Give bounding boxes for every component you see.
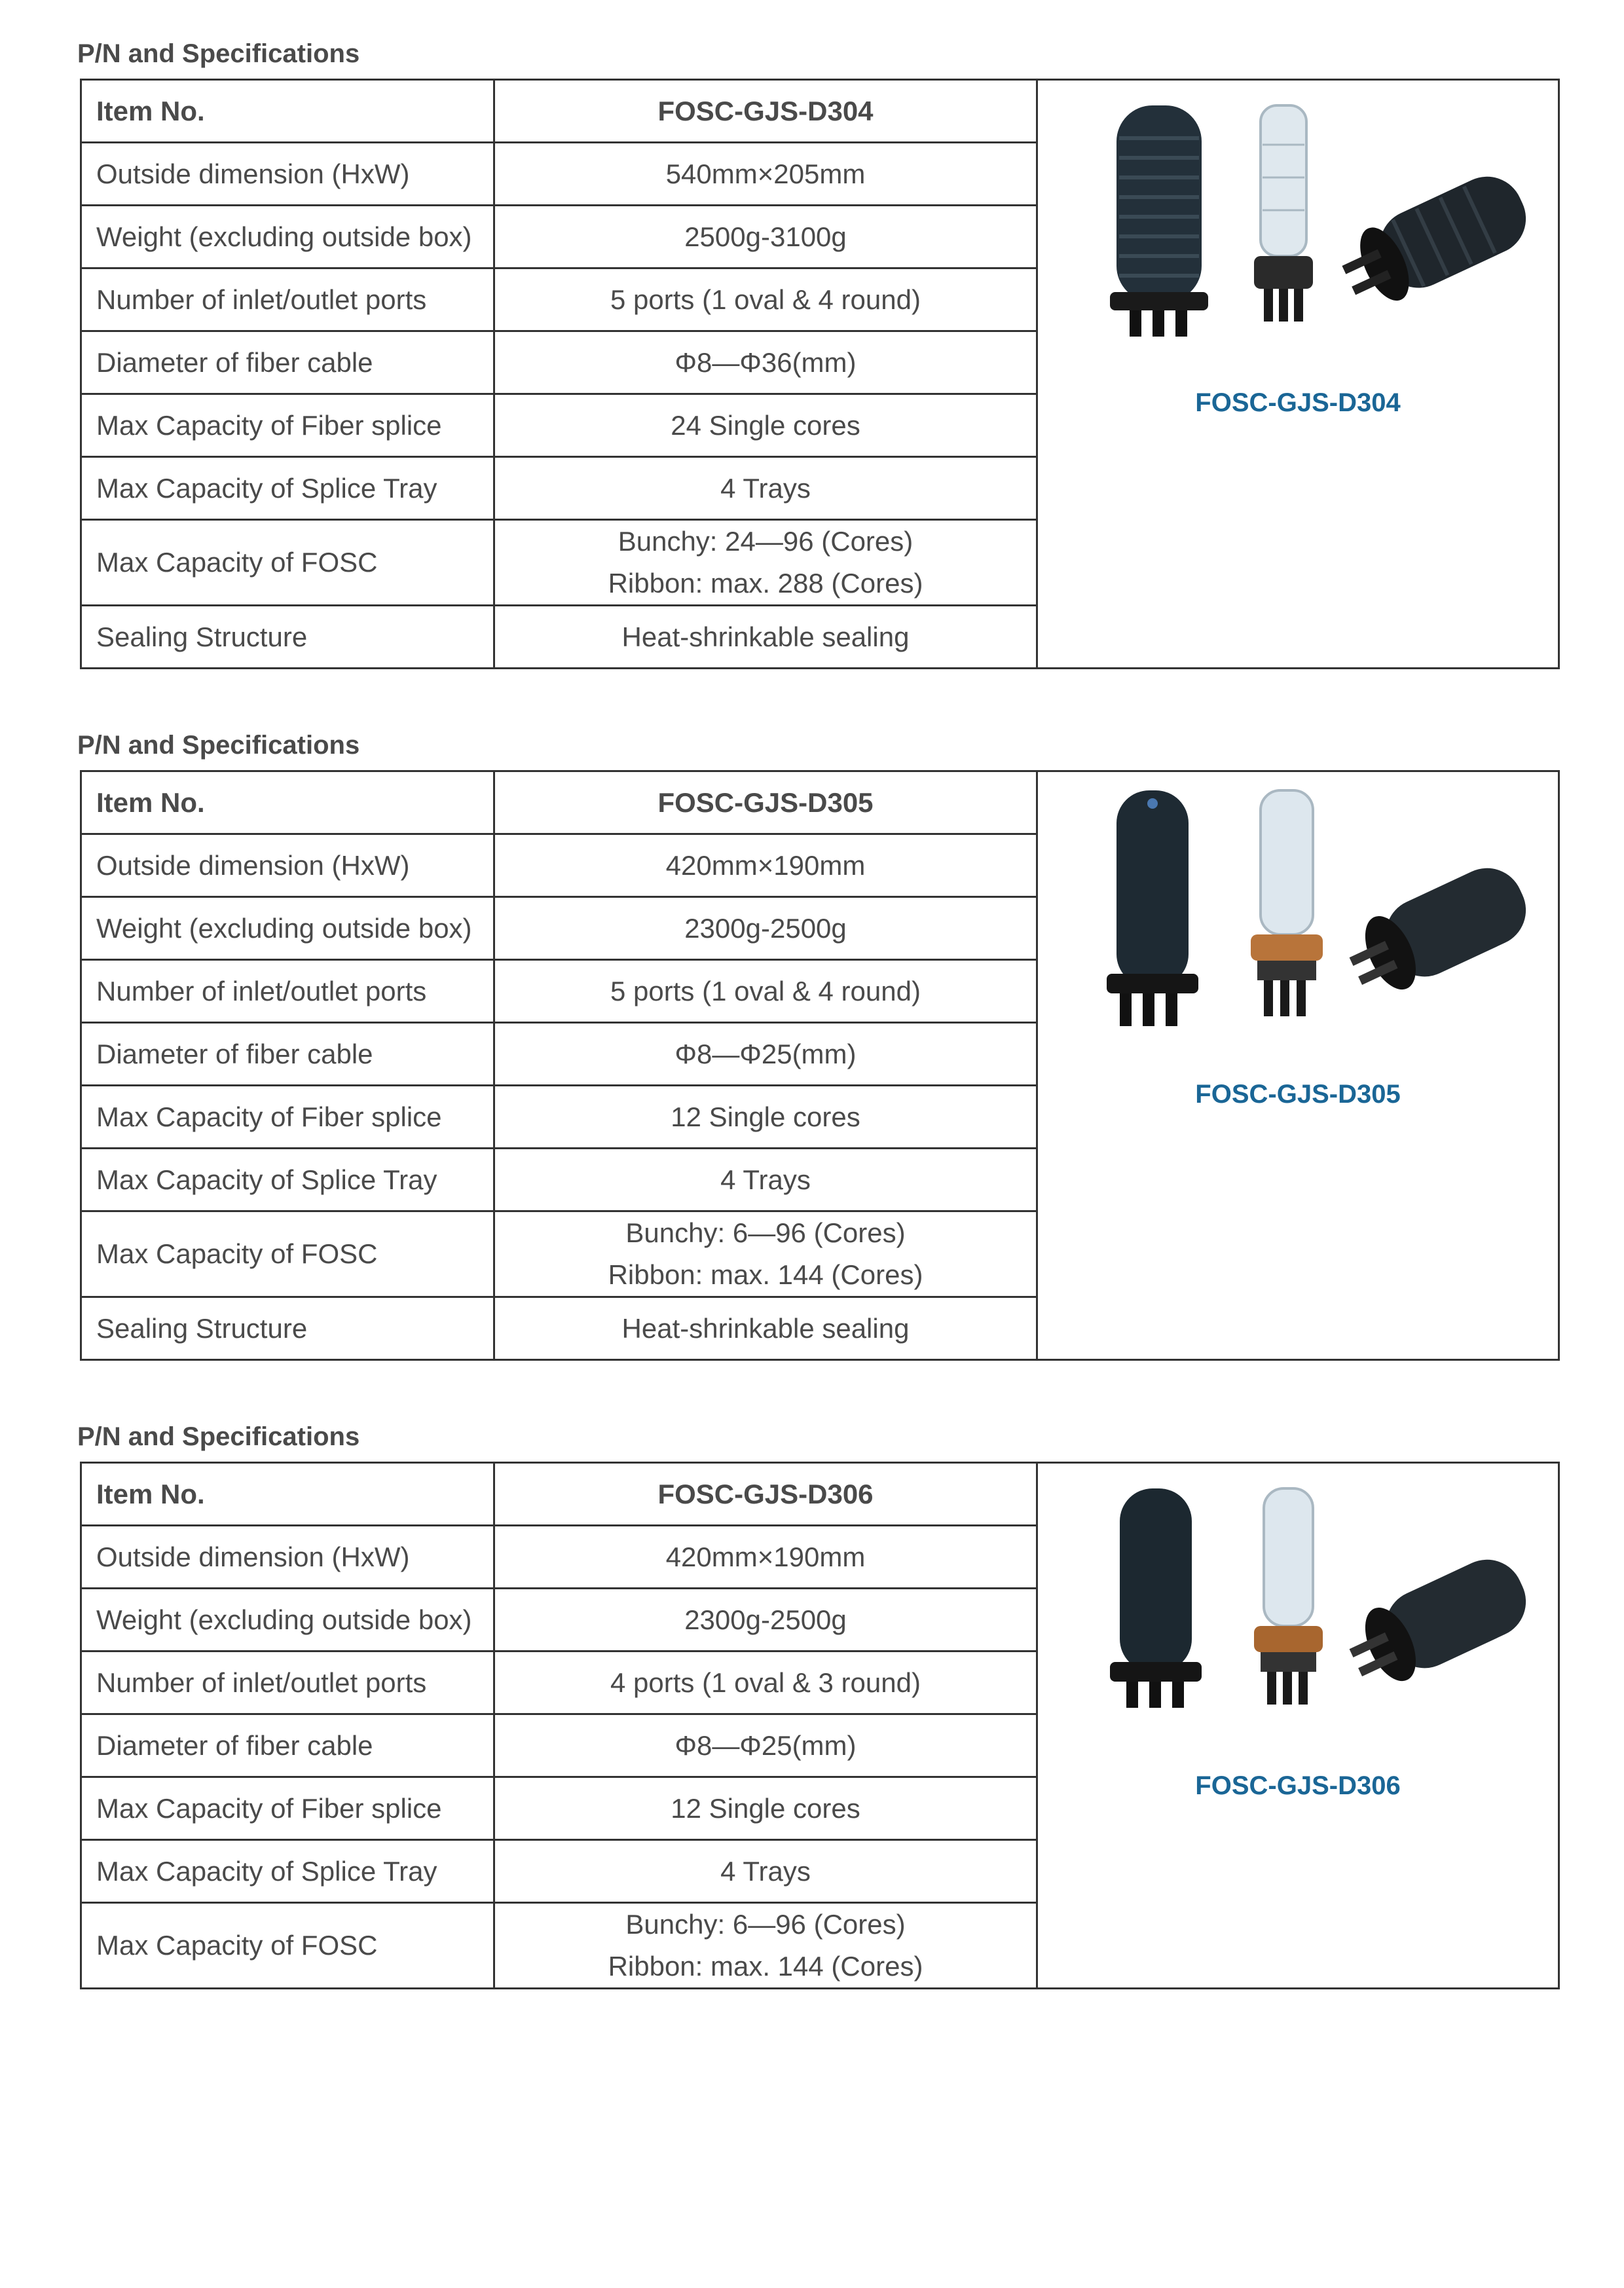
model-number: FOSC-GJS-D304 (494, 80, 1037, 143)
spec-label: Sealing Structure (81, 606, 494, 669)
spec-label: Diameter of fiber cable (81, 1714, 494, 1777)
spec-value (494, 1903, 1037, 1989)
spec-value: 2300g-2500g (494, 897, 1037, 960)
spec-value: 12 Single cores (494, 1086, 1037, 1149)
fiber-closure-product-photo-icon (1103, 1475, 1536, 1737)
spec-table-d305 (80, 770, 1560, 1361)
product-photo-cell (1037, 1463, 1559, 1989)
spec-label: Max Capacity of FOSC (81, 1211, 494, 1297)
spec-table-d304 (80, 79, 1560, 669)
spec-label: Max Capacity of Splice Tray (81, 1149, 494, 1211)
spec-value: 540mm×205mm (494, 143, 1037, 206)
spec-table-d306 (80, 1462, 1560, 1989)
spec-label: Number of inlet/outlet ports (81, 960, 494, 1023)
product-caption: FOSC-GJS-D304 (1195, 388, 1401, 417)
spec-value: 4 ports (1 oval & 3 round) (494, 1651, 1037, 1714)
spec-label: Max Capacity of FOSC (81, 1903, 494, 1989)
spec-value: Φ8—Φ25(mm) (494, 1714, 1037, 1777)
fiber-closure-product-photo-icon (1103, 784, 1536, 1046)
spec-label: Weight (excluding outside box) (81, 206, 494, 268)
spec-value: 5 ports (1 oval & 4 round) (494, 960, 1037, 1023)
spec-value: Φ8—Φ25(mm) (494, 1023, 1037, 1086)
spec-value-line: Bunchy: 24—96 (Cores) (618, 526, 913, 557)
spec-label: Max Capacity of Splice Tray (81, 457, 494, 520)
spec-label: Weight (excluding outside box) (81, 1589, 494, 1651)
spec-label: Max Capacity of Splice Tray (81, 1840, 494, 1903)
spec-value: Φ8—Φ36(mm) (494, 331, 1037, 394)
product-caption: FOSC-GJS-D305 (1195, 1080, 1401, 1109)
spec-value (494, 1211, 1037, 1297)
fiber-closure-product-photo-icon (1103, 92, 1536, 354)
section-heading: P/N and Specifications (77, 1422, 360, 1451)
spec-value-line: Ribbon: max. 144 (Cores) (608, 1951, 923, 1982)
section-heading: P/N and Specifications (77, 731, 360, 760)
spec-label: Max Capacity of FOSC (81, 520, 494, 606)
spec-label: Diameter of fiber cable (81, 1023, 494, 1086)
product-photo-cell (1037, 80, 1559, 669)
spec-value: 12 Single cores (494, 1777, 1037, 1840)
spec-value: 420mm×190mm (494, 1526, 1037, 1589)
spec-label: Max Capacity of Fiber splice (81, 394, 494, 457)
spec-value: 4 Trays (494, 1840, 1037, 1903)
item-no-label: Item No. (81, 771, 494, 834)
section-heading: P/N and Specifications (77, 39, 360, 68)
spec-label: Weight (excluding outside box) (81, 897, 494, 960)
spec-value-line: Bunchy: 6—96 (Cores) (625, 1909, 906, 1940)
spec-label: Outside dimension (HxW) (81, 834, 494, 897)
spec-label: Diameter of fiber cable (81, 331, 494, 394)
item-no-label: Item No. (81, 80, 494, 143)
spec-value-line: Ribbon: max. 288 (Cores) (608, 568, 923, 599)
spec-label: Max Capacity of Fiber splice (81, 1777, 494, 1840)
spec-value: 24 Single cores (494, 394, 1037, 457)
spec-value: 5 ports (1 oval & 4 round) (494, 268, 1037, 331)
spec-value: 2300g-2500g (494, 1589, 1037, 1651)
spec-value-line: Bunchy: 6—96 (Cores) (625, 1217, 906, 1248)
spec-value: 2500g-3100g (494, 206, 1037, 268)
product-caption: FOSC-GJS-D306 (1195, 1771, 1401, 1800)
spec-value: Heat-shrinkable sealing (494, 1297, 1037, 1360)
spec-label: Outside dimension (HxW) (81, 1526, 494, 1589)
spec-label: Max Capacity of Fiber splice (81, 1086, 494, 1149)
spec-label: Number of inlet/outlet ports (81, 268, 494, 331)
spec-label: Sealing Structure (81, 1297, 494, 1360)
product-photo-cell (1037, 771, 1559, 1360)
model-number: FOSC-GJS-D306 (494, 1463, 1037, 1526)
spec-value: Heat-shrinkable sealing (494, 606, 1037, 669)
spec-label: Number of inlet/outlet ports (81, 1651, 494, 1714)
item-no-label: Item No. (81, 1463, 494, 1526)
spec-value: 4 Trays (494, 1149, 1037, 1211)
spec-value (494, 520, 1037, 606)
spec-label: Outside dimension (HxW) (81, 143, 494, 206)
model-number: FOSC-GJS-D305 (494, 771, 1037, 834)
spec-value-line: Ribbon: max. 144 (Cores) (608, 1259, 923, 1290)
spec-value: 4 Trays (494, 457, 1037, 520)
spec-value: 420mm×190mm (494, 834, 1037, 897)
